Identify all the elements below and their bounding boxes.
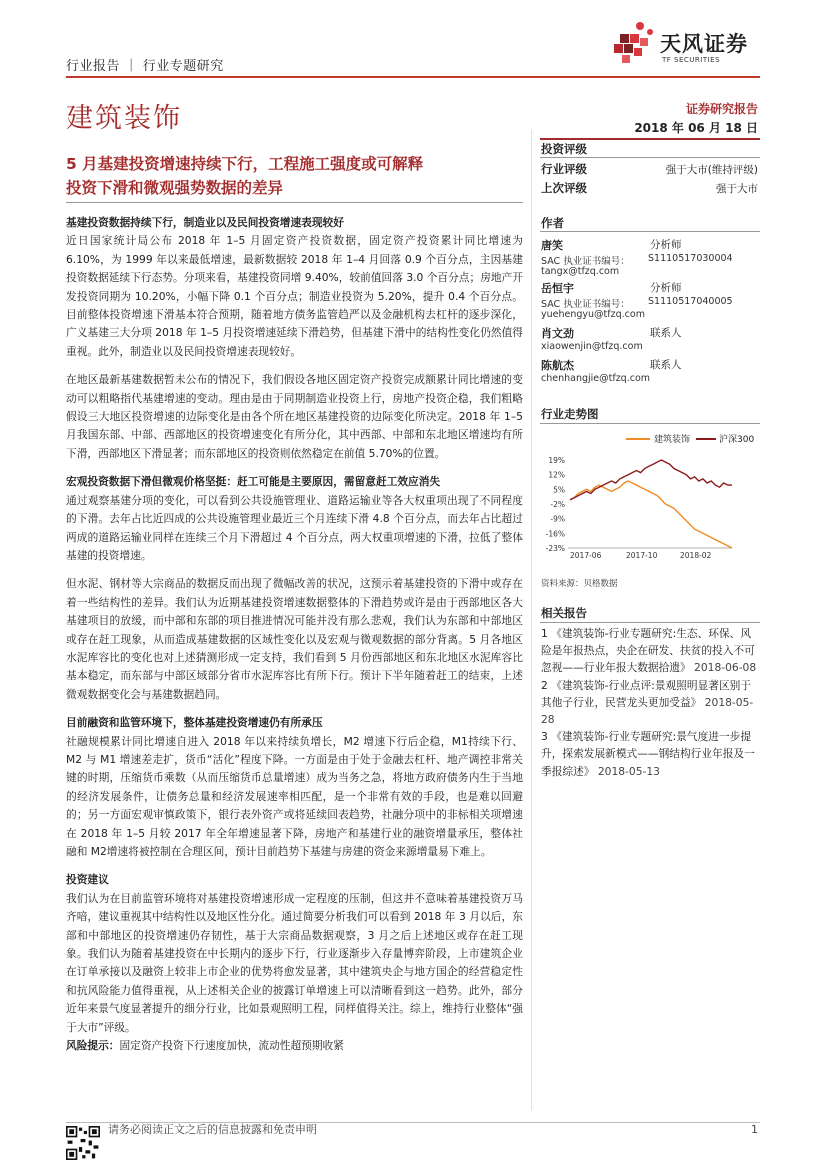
related-item-title[interactable]: 3 《建筑装饰-行业专题研究:景气度进一步提升，探索发展新模式——钢结构行业年报及一季报综述》 (541, 730, 755, 778)
author-role: 分析师 (650, 282, 682, 294)
author-email[interactable]: chenhangjie@tfzq.com (541, 373, 651, 384)
y-tick-label: -23% (545, 544, 565, 553)
author-name: 肖文劲 (541, 327, 574, 340)
legend-label-0: 建筑装饰 (654, 435, 691, 445)
prev-rating-value: 强于大市 (716, 183, 758, 195)
section-heading: 基建投资数据持续下行，制造业以及民间投资增速表现较好 (66, 216, 344, 229)
paragraph: 我们认为在目前监管环境将对基建投资增速形成一定程度的压制，但这并不意味着基建投资万马齐喑，建议重视其中结构性以及地区性分化。通过简要分析我们可以看到 2018 年 3 月以后，东部和中部地区的投资增速仍存韧性，基于大宗商品数据观察，3 月之后上述地区或存在赶工现象。我们认为随着基建投资在中长期内的逐步下行，行业逐渐步入存量博弈阶段，上市建筑企业在订单承接以及融资上较非上市企业的优势将愈发显著，其中建筑央企与地方国企的经营稳定性和抗风险能力值得重视，从上述相关企业的披露订单增速上可以清晰看到这一趋势。此外，部分近年来景气度显著提升的细分行业，比如景观照明工程，同样值得关注。综上，维持行业整体“强于大市”评级。 (66, 891, 523, 1034)
related-item-title[interactable]: 1 《建筑装饰-行业专题研究:生态、环保、风险是年报热点，央企在研发、扶贫的投入不可忽视——行业年报大数据拾遗》 (541, 627, 755, 675)
series-line-1 (570, 460, 732, 500)
related-item[interactable] (541, 677, 760, 729)
author-cert-label: SAC 执业证书编号： (541, 299, 630, 310)
author-name: 唐笑 (541, 239, 563, 252)
related-item-date: 2018-05-28 (541, 695, 754, 727)
author-email[interactable]: tangx@tfzq.com (541, 266, 620, 277)
main-body (66, 214, 523, 1055)
rating-rule (540, 157, 760, 158)
x-axis (570, 551, 712, 560)
y-tick-label: 12% (548, 470, 565, 480)
authors-heading: 作者 (541, 216, 564, 230)
y-tick-label: 19% (548, 456, 565, 465)
author-role: 分析师 (650, 239, 682, 251)
plot-area (570, 460, 732, 548)
report-type: 证券研究报告 (685, 102, 758, 116)
column-divider (531, 130, 532, 1110)
rating-top-rule (540, 138, 760, 140)
author-role: 联系人 (650, 327, 682, 339)
related-item-date: 2018-06-08 (694, 661, 757, 675)
industry-rating-label: 行业评级 (541, 162, 587, 176)
legend (626, 433, 754, 445)
prev-rating-label: 上次评级 (541, 181, 587, 195)
section-heading: 投资建议 (66, 873, 109, 887)
author-cert: S1110517040005 (648, 296, 733, 307)
x-tick-label: 2017-10 (626, 551, 658, 560)
y-tick-label: -16% (545, 529, 565, 539)
logo-subtext: TF SECURITIES (662, 56, 721, 64)
paragraph: 但水泥、钢材等大宗商品的数据反而出现了微幅改善的状况，这预示着基建投资的下滑中或存在着一些结构性的差异。我们认为近期基建投资增速数据整体的下滑趋势或许是由于西部地区各大基建项目的放缓，而中部和东部的项目推进情况可能并没有那么悲观，我们认为东部和中部地区或存在赶工现象，从而造成基建数据的区域性变化以及宏观与微观数据的部分背离。5 月各地区水泥库容比的变化也对上述猜测形成一定支持，我们看到 5 月份西部地区和东北地区水泥库容比基本稳定，而东部与中部区域部分省市水泥库容比有所下行。预计下半年随着赶工的结束，上述微观数据变化会与基建数据趋同。 (66, 577, 523, 701)
title-divider (66, 202, 523, 203)
related-rule (540, 622, 760, 623)
industry-rating-value: 强于大市(维持评级) (665, 164, 758, 176)
title-line: 投资下滑和微观强势数据的差异 (66, 179, 284, 197)
tf-logo-icon (612, 20, 658, 66)
industry-trend-chart (540, 426, 760, 574)
risk-text: 固定资产投资下行速度加快，流动性超预期收紧 (119, 1039, 344, 1053)
related-list (541, 625, 760, 780)
trend-rule (540, 423, 760, 424)
industry-name: 建筑装饰 (66, 103, 182, 134)
chart-source: 资料来源：贝格数据 (541, 579, 618, 589)
author-name: 岳恒宇 (541, 282, 574, 295)
related-item[interactable] (541, 728, 760, 780)
y-tick-label: -9% (550, 514, 565, 524)
report-title (66, 152, 526, 200)
report-date: 2018 年 06 月 18 日 (634, 121, 758, 135)
title-line: 5 月基建投资增速持续下行，工程施工强度或可解释 (66, 155, 424, 173)
related-item-date: 2018-05-13 (597, 764, 660, 778)
logo-text: 天风证券 (660, 32, 748, 56)
y-tick-label: -2% (550, 500, 565, 509)
author-role: 联系人 (650, 359, 682, 371)
legend-label-1: 沪深300 (719, 435, 755, 445)
paragraph: 近日国家统计局公布 2018 年 1–5 月固定资产投资数据，固定资产投资累计同比增速为 6.10%，为 1999 年以来最低增速，最新数据较 2018 年 1–4 月回落 0.9 个百分点，主因基建投资数据延续下行态势。分项来看，基建投资同增 9.40%，较前值回落 3.0 个百分点；房地产开发投资同期为 10.20%，小幅下降 0.1 个百分点；制造业投资为 5.20%，提升 0.4 个百分点。目前整体投资增速下滑基本符合预期，随着地方债务监管趋严以及金融机构去杠杆的逐步深化，广义基建三大分项 2018 年 1–5 月投资增速延续下滑趋势，但基建下滑中的结构性变化仍然值得重视。此外，制造业以及民间投资增速表现较好。 (66, 234, 523, 358)
author-email[interactable]: xiaowenjin@tfzq.com (541, 341, 643, 352)
related-item-title[interactable]: 2 《建筑装饰-行业点评:景观照明显著区别于其他子行业，民营龙头更加受益》 (541, 678, 752, 709)
authors-rule (540, 231, 760, 232)
y-tick-label: 5% (553, 485, 565, 495)
qr-code-icon (66, 1126, 100, 1160)
risk-warning (66, 1037, 523, 1055)
paragraph: 在地区最新基建数据暂未公布的情况下，我们假设各地区固定资产投资完成额累计同比增速的变动可以粗略指代基建增速的变动。理由是由于同期制造业投资上行，房地产投资企稳，我们粗略假设三大地区投资增速的边际变化是由各个所在地区基建投资的边际变化所决定。2018 年 1–5 月我国东部、中部、西部地区的投资增速变化有所分化，其中西部、中部和东北地区增速均有所下滑，西部地区下滑显著；而东部地区的投资则依然稳定在前值 5.70%的位置。 (66, 373, 523, 460)
paragraph: 社融规模累计同比增速自进入 2018 年以来持续负增长，M2 增速下行后企稳，M1持续下行、M2 与 M1 增速差走扩，货币“活化”程度下降。一方面是由于处于金融去杠杆、地产调控非常关键的时期，压缩货币乘数（从而压缩货币总量增速）成为当务之急，将地方政府债务内生于当地的经济发展条件，让债务总量和经济发展速率相匹配，是一个非常有效的手段，也是难以回避的；另一方面宏观审慎政策下，银行表外资产或将延续回表趋势，社融分项中的非标相关项增速在 2018 年 1–5 月较 2017 年全年增速显著下降，房地产和基建行业的融资增量承压，整体社融和 M2增速将被控制在合理区间，预计目前趋势下基建与房建的资金来源增量易下难上。 (66, 734, 523, 858)
author-name: 陈航杰 (541, 359, 574, 372)
report-category: 行业报告 ｜ 行业专题研究 (66, 59, 224, 74)
related-heading: 相关报告 (541, 606, 587, 620)
x-tick-label: 2018-02 (680, 551, 712, 560)
page-number: 1 (751, 1123, 758, 1136)
header-divider (66, 76, 760, 78)
series-line-0 (570, 481, 732, 548)
x-tick-label: 2017-06 (570, 551, 602, 560)
risk-label: 风险提示： (66, 1039, 120, 1053)
author-email[interactable]: yuehengyu@tfzq.com (541, 309, 645, 320)
section-heading: 目前融资和监管环境下，整体基建投资增速仍有所承压 (66, 716, 323, 730)
disclaimer-notice: 请务必阅读正文之后的信息披露和免责申明 (108, 1123, 317, 1136)
author-cert-label: SAC 执业证书编号： (541, 256, 630, 267)
trend-heading: 行业走势图 (541, 407, 599, 421)
related-item[interactable] (541, 625, 760, 677)
author-cert: S1110517030004 (648, 253, 733, 264)
y-axis (546, 456, 732, 553)
section-heading: 宏观投资数据下滑但微观价格坚挺：赶工可能是主要原因，需留意赶工效应消失 (66, 475, 441, 489)
rating-heading: 投资评级 (541, 142, 587, 156)
paragraph: 通过观察基建分项的变化，可以看到公共设施管理业、道路运输业等各大权重项出现了不同程度的下滑。去年占比近四成的公共设施管理业最近三个月连续下滑 4.8 个百分点，而去年占比超过两成的道路运输业同样在连续三个月下滑超过 4 个百分点，两大权重项增速的下滑，拉低了整体基建的投资增速。 (66, 493, 523, 562)
